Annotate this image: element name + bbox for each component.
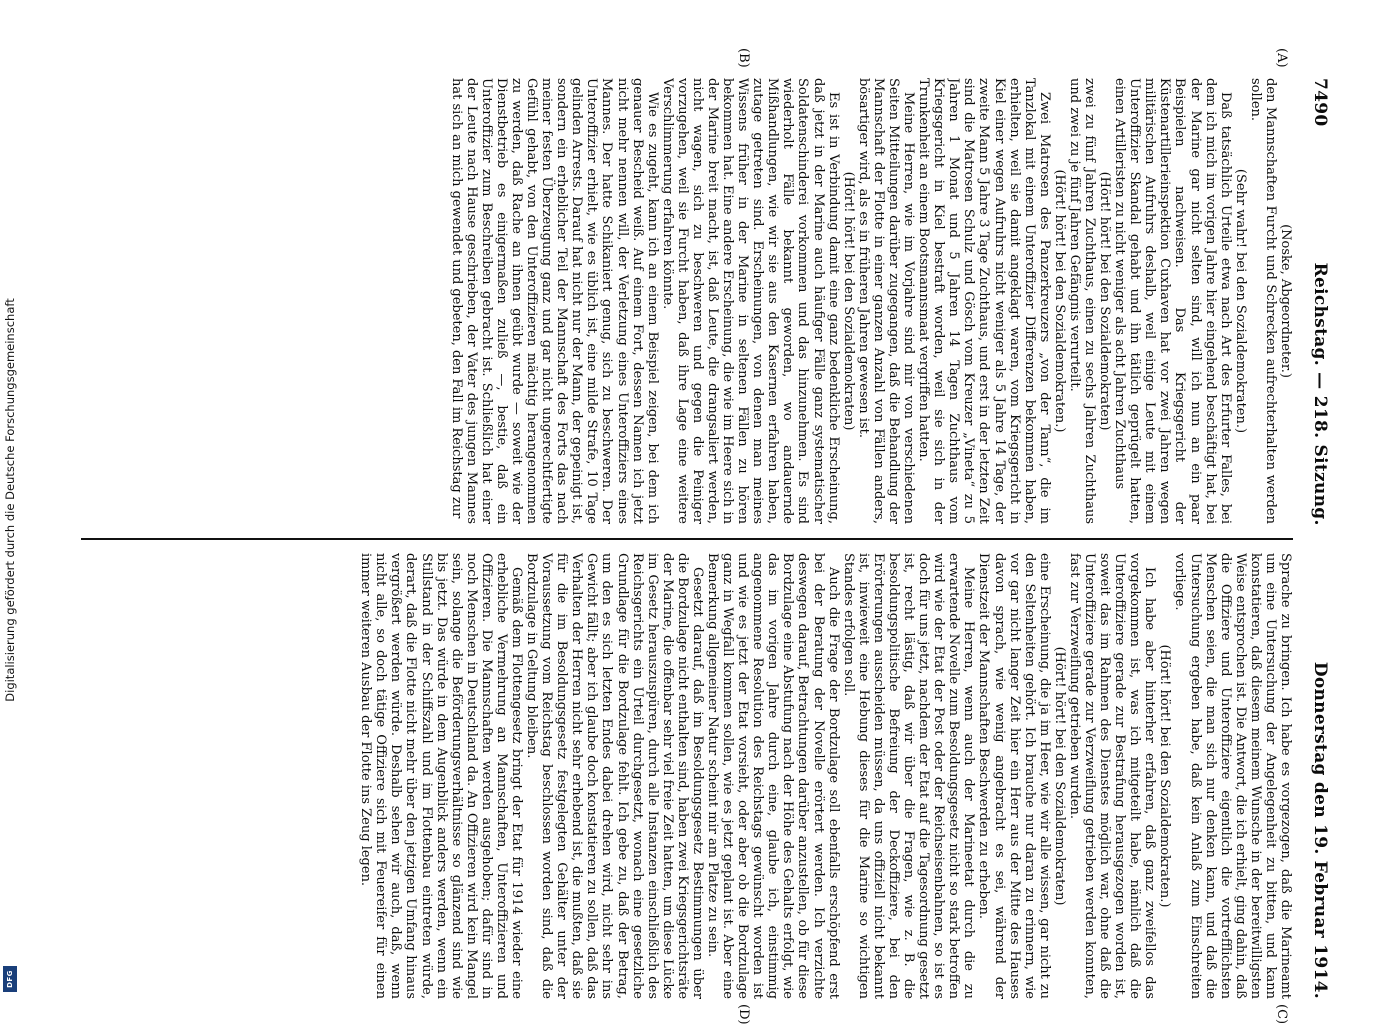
paragraph: Meine Herren, wenn auch der Marineetat durch die zu erwartende Novelle zum Besoldungsgesetz nicht so stark betroffen wird wie der Etat der Post oder der Reichseisenbahnen, so ist es doch für uns jetzt, nachdem der Etat auf die Tagesordnung gesetzt ist, recht lästig, daß wir über die Fragen, wie z. B. die besoldungspolitische Befreiung der Deckoffiziere, bei den Erörterungen ausscheiden müssen, da uns offiziell nicht bekannt ist, inwieweit eine Hebung dieses für die Marine so wichtigen Standes erfolgen soll.	[840, 553, 977, 999]
interjection: (Sehr wahr! bei den Sozialdemokraten.)	[1232, 168, 1248, 434]
margin-marker-b: (B)	[736, 48, 751, 68]
paragraph: Daß tatsächlich Urteile etwa nach Art des Erfurter Falles, bei dem ich mich im vorigen Jahre hier eingehend beschäftigt hat, bei der Marine gar nicht selten sind, will ich nun an ein paar Beispielen nachweisen. Das Kriegsgericht der Küstenartillerieinspektion Cuxhaven hat vor zwei Jahren wegen militärischen Aufruhrs deshalb, weil einige Leute mit einem Unteroffizier Skandal gehabt und ihn tätlich geprügelt hatten, einen Artilleristen zu nicht weniger als acht Jahren Zuchthaus	[1112, 78, 1233, 524]
paragraph: den Mannschaften Furcht und Schrecken aufrechterhalten werden sollen.	[1247, 78, 1278, 524]
interjection: (Hört! hört! bei den Sozialdemokraten.)	[1051, 169, 1067, 433]
right-column	[78, 553, 1293, 999]
paragraph: Es ist in Verbindung damit eine ganz bedenkliche Erscheinung, daß jetzt in der Marine auch häufiger Fälle ganz systematischer Soldatenschinderei vorkommen und das hinzunehmen. Es sind wiederholt Fälle bekannt geworden, wo andauernde Mißhandlungen, wie wir sie aus den Kasernen erfahren haben, zutage getreten sind. Erscheinungen, von denen man meines Wissens früher in der Marine in seltenen Fällen zu hören bekommen hat. Eine andere Erscheinung, die wie im Heere sich in der Marine breit macht, ist, daß Leute, die drangsaliert werden, nicht wagen, sich zu beschweren und gegen die Peiniger vorzugehen, weil sie Furcht haben, daß ihre Lage eine weitere Verschlimmerung erfahren könnte.	[659, 78, 841, 524]
paragraph: zwei zu fünf Jahren Zuchthaus, einen zu sechs Jahren Zuchthaus und zwei zu je fünf Jahren Gefängnis verurteilt.	[1066, 78, 1097, 524]
paragraph: Zwei Matrosen des Panzerkreuzers „von der Tann“, die im Tanzlokal mit einem Unteroffizier Differenzen bekommen haben, erhielten, weil sie damit angeklagt waren, vom Kriegsgericht in Kiel einer wegen Aufruhrs nicht weniger als 5 Jahre 14 Tage, der zweite Mann 5 Jahre 3 Tage Zuchthaus, und erst in der letzten Zeit sind die Matrosen Schulz und Gösch vom Kreuzer „Vineta“ zu 5 Jahren 1 Monat und 5 Jahren 14 Tagen Zuchthaus vom Kriegsgericht in Kiel bestraft worden, weil sie sich in der Trunkenheit an einem Bootsmannsmaat vergriffen hatten.	[916, 78, 1052, 524]
digitization-credit-strip	[0, 0, 20, 1000]
interjection: (Hört! hört! bei den Sozialdemokraten)	[1051, 646, 1067, 906]
newspaper-page	[78, 48, 1330, 1025]
paragraph: Wie es zugeht, kann ich an einem Beispiel zeigen, bei dem ich genauer Bescheid weiß. Auf einem Fort, dessen Namen ich jetzt nicht mehr nennen will, der Verletzung eines Unteroffiziers eines Mannes. Der hatte Schikaniert genug, sich zu beschweren. Der Unteroffizier erhielt, wie es üblich ist, eine milde Strafe, 10 Tage gelinden Arrests. Darauf hat nicht nur der Mann, der gepeinigt ist, sondern ein erheblicher Teil der Mannschaft des Forts das nach meiner festen Überzeugung ganz und gar nicht ungerechtfertigte Gefühl gehabt, von den Unteroffizieren mächtig herangenommen zu werden, daß Rache an ihnen geübt wurde — soweit wie der Dienstbetrieb es einigermaßen zuließ —, bestie, daß ein Unteroffizier zum Beschreiben gebracht ist. Schließlich hat einer der Leute nach Hause geschrieben, der Vater des jungen Mannes hat sich an mich gewendet und gebeten, den Fall im Reichstag zur	[448, 78, 660, 524]
paragraph: Auch die Frage der Bordzulage soll ebenfalls erschöpfend erst bei der Beratung der Novelle erörtert werden. Ich verzichte deswegen darauf, Betrachtungen darüber anzustellen, ob für diese Bordzulage eine Abstufung nach der Höhe des Gehalts erfolgt, wie das im vorigen Jahre durch eine, glaube ich, einstimmig angenommene Resolution des Reichstags gewünscht worden ist und wie es jetzt der Etat vorsieht, oder aber ob die Bordzulage ganz in Wegfall kommen sollen, wie es jetzt geplant ist. Aber eine Bemerkung allgemeiner Natur scheint mir am Platze zu sein.	[705, 553, 841, 999]
page-title: Reichstag. — 218. Sitzung.	[1310, 262, 1330, 526]
paragraph: Gemäß dem Flottengesetz bringt der Etat für 1914 wieder eine erhebliche Vermehrung an Mannschaften, Unteroffizieren und Offizieren. Die Mannschaften werden ausgehoben; dafür sind in noch Menschen in Deutschland da. An Offizieren wird kein Mangel sein, solange die Beförderungsverhältnisse so glänzend sind wie bis jetzt. Das würde in dem Augenblick anders werden, wenn ein Stillstand in der Schiffszahl und im Flottenbau eintreten würde, derart, daß die Flotte nicht mehr über den jetzigen Umfang hinaus vergrößert werden würde. Deshalb sehen wir auch, daß, wenn nicht alle, so doch tätige Offiziere sich mit Feuereifer für einen immer weiteren Ausbau der Flotte ins Zeug legen.	[358, 553, 525, 999]
margin-marker-d: (D)	[736, 1004, 751, 1025]
page-number: 7490	[1310, 78, 1330, 127]
interjection: (Hört! hört! bei den Sozialdemokraten)	[840, 171, 856, 431]
paragraph: Meine Herren, wie im Vorjahre sind mir von verschiedenen Seiten Mitteilungen darüber zugegangen, daß die Behandlung der Mannschaft der Flotte in einer ganzen Anzahl von Fällen anders, bösartiger wird, als es in früheren Jahren gewesen ist.	[855, 78, 917, 524]
speaker-note: (Noske, Abgeordneter.)	[1278, 224, 1293, 378]
page-header	[1303, 78, 1329, 999]
interjection: (Hört! hört! bei den Sozialdemokraten)	[1097, 171, 1113, 431]
margin-marker-c: (C)	[1274, 1004, 1289, 1025]
dfg-logo	[3, 966, 17, 992]
column-divider	[81, 538, 1293, 540]
left-column	[78, 78, 1293, 524]
dfg-logo-text: DFG	[6, 970, 14, 988]
paragraph: eine Erscheinung, die ja im Heer, wie wir alle wissen, gar nicht zu den Seltenheiten gehört. Ich brauche nur daran zu erinnern, wie vor gar nicht langer Zeit hier ein Herr aus der Mitte des Hauses davon sprach, wie wenig angebracht es sei, während der Dienstzeit der Mannschaften Beschwerden zu erheben.	[976, 553, 1052, 999]
paragraph: Gesetzt darauf, daß im Besoldungsgesetz Bestimmungen über die Bordzulage nicht enthalten sind, haben zwei Kriegsgerichtsräte der Marine, die offenbar sehr viel freie Zeit hatten, um diese Lücke im Gesetz herauszuspüren, durch alle Instanzen einschließlich des Reichsgerichts ein Urteil durchgesetzt, wonach eine gesetzliche Grundlage für die Bordzulage fehlt. Ich gebe zu, daß der Betrag, um den es sich letzten Endes dabei drehen wird, nicht sehr ins Gewicht fällt; aber ich glaube doch konstatieren zu sollen, daß das Verhalten der Herren nicht sehr erhebend ist, die mußten, daß sie für die im Besoldungsgesetz festgelegten Gehälter unter der Voraussetzung vom Reichstag beschlossen worden sind, daß die Bordzulage in Geltung bleiben.	[524, 553, 705, 999]
page-date: Donnerstag den 19. Februar 1914.	[1310, 661, 1330, 999]
paragraph: Sprache zu bringen. Ich habe es vorgezogen, daß die Marineamt um eine Untersuchung der Angelegenheit zu bitten, und kann konstatieren, daß diesem meinem Wunsche in der bereitwilligsten Weise entsprochen ist. Die Antwort, die ich erhielt, ging dahin, daß die Offiziere und Unteroffiziere eigentlich die vortrefflichsten Menschen seien, die man sich nur denken kann, und daß die Untersuchung ergeben habe, daß kein Anlaß zum Einschreiten vorliege.	[1172, 553, 1293, 999]
interjection: (Hört! hört! bei den Sozialdemokraten.)	[1157, 644, 1173, 908]
margin-marker-a: (A)	[1274, 48, 1289, 68]
paragraph: Ich habe aber hinterher erfahren, daß ganz zweifellos das vorgekommen ist, was ich mitgeteilt habe, nämlich daß die Unteroffiziere gerade zur Bestrafung herausgezogen worden ist, soweit das im Rahmen des Dienstes möglich war, ohne daß die Unteroffiziere gerade zur Verzweiflung getrieben werden konnten, fast zur Verzweiflung getrieben wurden.	[1066, 553, 1158, 999]
digitization-credit-text: Digitalisierung gefördert durch die Deutsche Forschungsgemeinschaft	[3, 298, 17, 702]
